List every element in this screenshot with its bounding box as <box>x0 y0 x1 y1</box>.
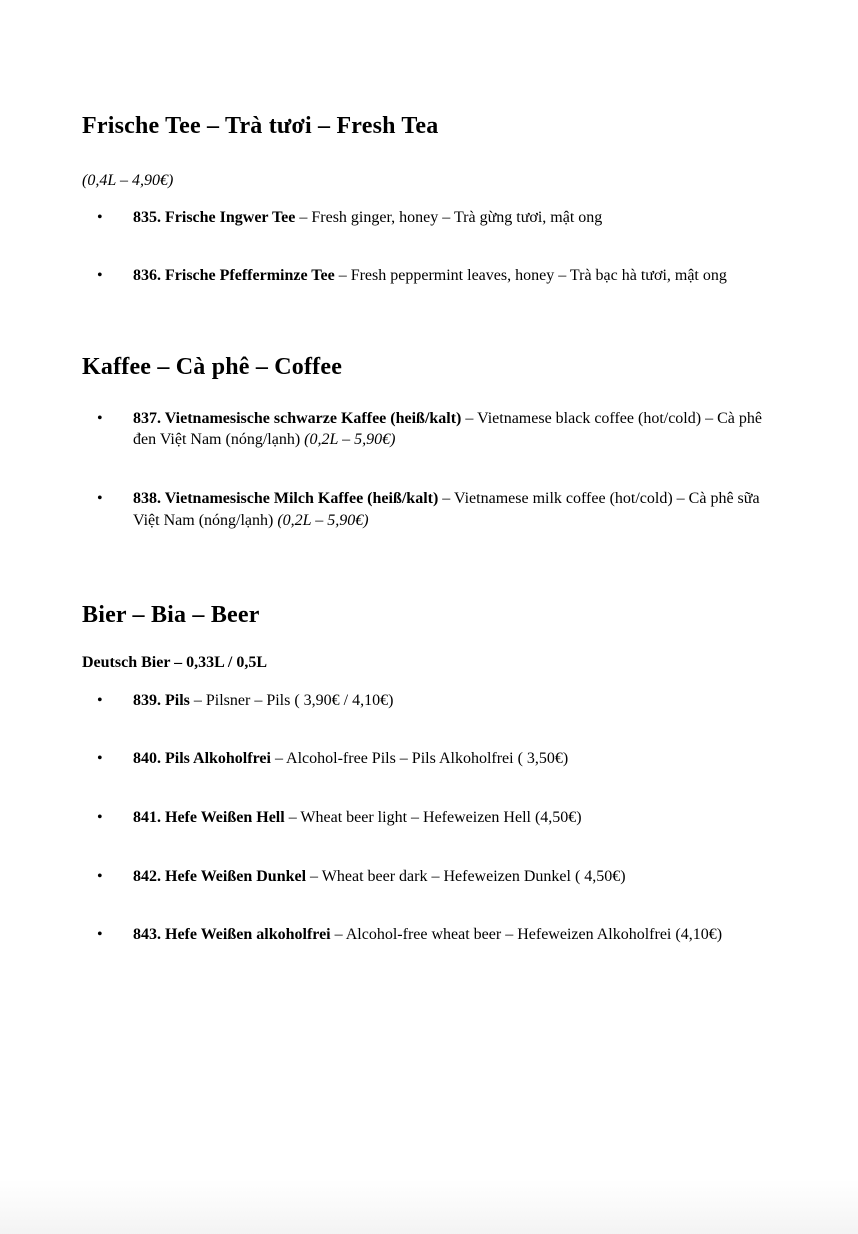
bullet-icon: • <box>97 691 103 709</box>
menu-item-segment: – Wheat beer dark – Hefeweizen Dunkel ( 4,50€) <box>306 867 626 885</box>
menu-item-segment: 835. Frische Ingwer Tee <box>133 208 296 226</box>
page-bottom-shadow <box>0 1179 858 1234</box>
menu-item-text <box>133 692 393 709</box>
menu-item <box>82 488 789 531</box>
menu-item-segment: 839. Pils <box>133 691 190 709</box>
bullet-icon: • <box>97 489 103 507</box>
menu-item-text <box>133 750 568 767</box>
menu-item <box>82 866 789 888</box>
coffee-item-list <box>82 408 790 531</box>
menu-item-text <box>133 209 602 226</box>
coffee-heading: Kaffee – Cà phê – Coffee <box>82 353 343 380</box>
bullet-icon: • <box>97 208 103 226</box>
fresh-tea-heading: Frische Tee – Trà tươi – Fresh Tea <box>82 113 439 139</box>
menu-item-segment: (0,2L – 5,90€) <box>304 431 396 449</box>
menu-item <box>82 807 789 829</box>
bullet-icon: • <box>97 750 103 768</box>
menu-item <box>82 207 789 229</box>
menu-item <box>82 265 789 287</box>
menu-item <box>82 408 789 451</box>
menu-item-text <box>133 410 762 449</box>
fresh-tea-item-list <box>82 207 790 287</box>
section-beer <box>82 601 790 946</box>
menu-item-segment: 838. Vietnamesische Milch Kaffee (heiß/kalt) <box>133 489 439 507</box>
menu-item-segment: – Pilsner – Pils ( 3,90€ / 4,10€) <box>189 691 394 709</box>
menu-item-text <box>133 267 727 284</box>
menu-item-segment: (0,2L – 5,90€) <box>277 511 369 529</box>
menu-item-text <box>133 809 582 826</box>
menu-item-text <box>133 926 722 943</box>
menu-item-segment: – Vietnamese milk coffee (hot/cold) – Cà phê sữa Việt Nam (nóng/lạnh) <box>133 489 760 529</box>
menu-item-segment: – Wheat beer light – Hefeweizen Hell (4,50€) <box>284 808 582 826</box>
menu-item-segment: – Fresh peppermint leaves, honey – Trà bạc hà tươi, mật ong <box>334 267 727 285</box>
bullet-icon: • <box>97 926 103 944</box>
menu-item-text <box>133 490 760 529</box>
beer-subheading: Deutsch Bier – 0,33L / 0,5L <box>82 654 268 672</box>
menu-item-segment: – Fresh ginger, honey – Trà gừng tươi, mật ong <box>295 208 603 226</box>
fresh-tea-size-note: (0,4L – 4,90€) <box>82 172 174 189</box>
menu-item <box>82 924 789 946</box>
menu-item-segment: 841. Hefe Weißen Hell <box>133 808 285 826</box>
section-fresh-tea <box>82 112 790 287</box>
menu-item-segment: 842. Hefe Weißen Dunkel <box>133 867 307 885</box>
menu-item-segment: – Alcohol-free wheat beer – Hefeweizen Alkoholfrei (4,10€) <box>330 926 723 944</box>
menu-item <box>82 690 789 712</box>
bullet-icon: • <box>97 267 103 285</box>
menu-item-text <box>133 868 626 885</box>
menu-item-segment: – Alcohol-free Pils – Pils Alkoholfrei ( 3,50€) <box>270 750 569 768</box>
beer-item-list <box>82 690 790 946</box>
menu-item-segment: 843. Hefe Weißen alkoholfrei <box>133 926 331 944</box>
bullet-icon: • <box>97 808 103 826</box>
bullet-icon: • <box>97 409 103 427</box>
menu-item-segment: 840. Pils Alkoholfrei <box>133 750 271 768</box>
menu-item-segment: 836. Frische Pfefferminze Tee <box>133 267 335 285</box>
menu-item-segment: 837. Vietnamesische schwarze Kaffee (heiß/kalt) <box>133 409 462 427</box>
menu-item <box>82 748 789 770</box>
section-coffee <box>82 353 790 531</box>
beer-heading: Bier – Bia – Beer <box>82 602 260 629</box>
bullet-icon: • <box>97 867 103 885</box>
menu-item-segment: – Vietnamese black coffee (hot/cold) – Cà phê đen Việt Nam (nóng/lạnh) <box>133 409 762 449</box>
